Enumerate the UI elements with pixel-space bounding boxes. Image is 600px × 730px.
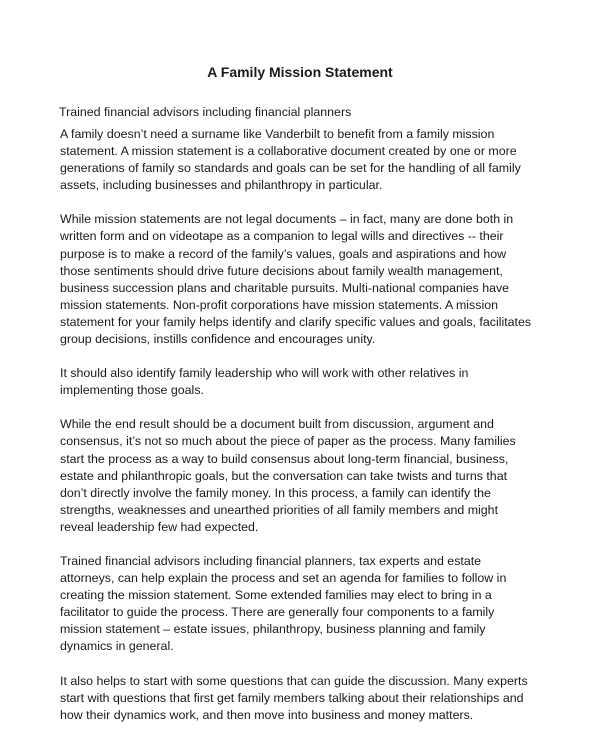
paragraph: A family doesn’t need a surname like Vanderbilt to benefit from a family mission statement. A mission statement is a collaborative document created by one or more generations of family so standards and goals can be set for the handling of all family assets, including businesses and philanthropy in particular.	[60, 127, 521, 193]
paragraph: It also helps to start with some questions that can guide the discussion. Many experts start with questions that first get family members talking about their relationships and how their dynamics work, and then move into business and money matters.	[60, 673, 528, 722]
paragraph: While the end result should be a document built from discussion, argument and consensus, it’s not so much about the piece of paper as the process. Many families start the process as a way to build consensus about long-term financial, business, estate and philanthropic goals, but the conversation can take twists and turns that don’t directly involve the family money. In this process, a family can identify the strengths, weaknesses and unearthed priorities of all family members and might reveal leadership few had expected.	[60, 417, 516, 534]
paragraph: While mission statements are not legal documents – in fact, many are done both in written form and on videotape as a companion to legal wills and directives -- their purpose is to make a record of the family’s values, goals and aspirations and how those sentiments should drive future decisions about family wealth management, business succession plans and charitable pursuits. Multi-national companies have mission statements. Non-profit corporations have mission statements. A mission statement for your family helps identify and clarify specific values and goals, facilitates group decisions, instills confidence and encourages unity.	[60, 212, 532, 347]
document-body	[60, 126, 535, 730]
document-subheading: Trained financial advisors including financial planners	[59, 105, 352, 119]
document-title: A Family Mission Statement	[207, 64, 393, 80]
paragraph: Trained financial advisors including financial planners, tax experts and estate attorneys, can help explain the process and set an agenda for families to follow in creating the mission statement. Some extended families may elect to bring in a facilitator to guide the process. There are generally four components to a family mission statement – estate issues, philanthropy, business planning and family dynamics in general.	[60, 553, 507, 654]
paragraph: It should also identify family leadership who will work with other relatives in implementing those goals.	[60, 366, 469, 398]
